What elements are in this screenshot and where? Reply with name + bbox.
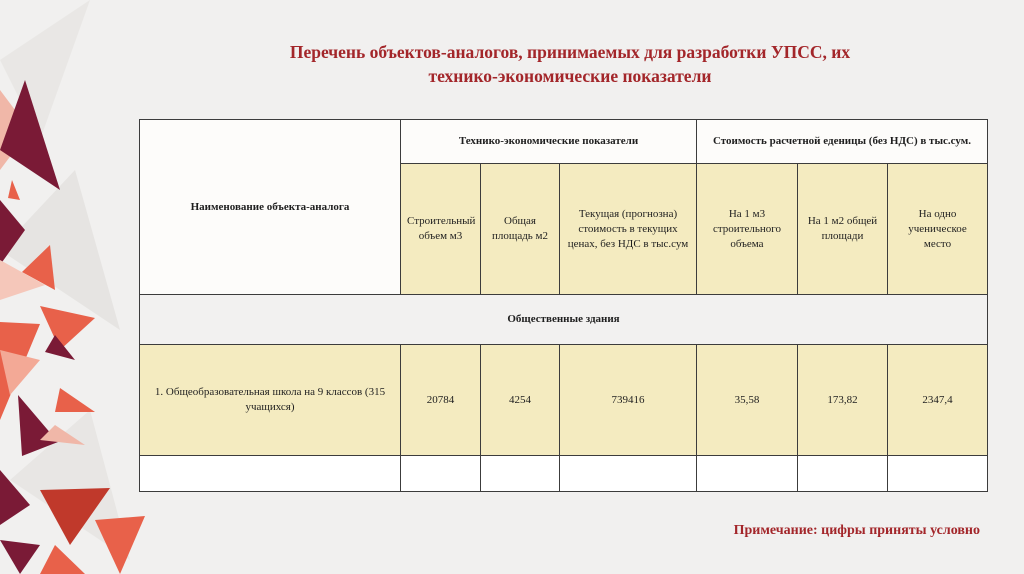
row-per-m3: 35,58 [697, 345, 798, 456]
row-object-name: 1. Общеобразовательная школа на 9 классов (315 учащихся) [140, 345, 401, 456]
deco-triangle [95, 516, 145, 574]
deco-triangle [8, 180, 20, 200]
header-current-cost: Текущая (прогнозна) стоимость в текущих ценах, без НДС в тыс.сум [560, 164, 697, 295]
table-row [140, 345, 988, 456]
deco-triangle [40, 306, 95, 350]
section-title: Общественные здания [140, 295, 988, 345]
header-build-volume: Строительный объем м3 [401, 164, 481, 295]
row-build-volume: 20784 [401, 345, 481, 456]
row-total-area: 4254 [481, 345, 560, 456]
table-row-empty [140, 456, 988, 492]
header-per-student: На одно ученическое место [888, 164, 988, 295]
empty-cell [481, 456, 560, 492]
empty-cell [798, 456, 888, 492]
header-tech-group: Технико-экономические показатели [401, 120, 697, 164]
empty-cell [401, 456, 481, 492]
deco-triangle [0, 170, 120, 330]
header-per-m2: На 1 м2 общей площади [798, 164, 888, 295]
page-title-line1: Перечень объектов-аналогов, принимаемых для разработки УПСС, их [289, 42, 851, 62]
deco-triangle [40, 545, 85, 574]
decorative-triangles [0, 0, 150, 574]
empty-cell [697, 456, 798, 492]
page-title [160, 40, 980, 88]
header-cost-group: Стоимость расчетной еденицы (без НДС) в тыс.сум. [697, 120, 988, 164]
page-title-line2: технико-экономические показатели [428, 66, 712, 86]
row-per-student: 2347,4 [888, 345, 988, 456]
empty-cell [140, 456, 401, 492]
deco-triangle [55, 388, 95, 412]
empty-cell [560, 456, 697, 492]
header-total-area: Общая площадь м2 [481, 164, 560, 295]
deco-triangle [0, 540, 40, 574]
header-per-m3: На 1 м3 строительного объема [697, 164, 798, 295]
analog-objects-table [139, 119, 988, 492]
empty-cell [888, 456, 988, 492]
footnote: Примечание: цифры приняты условно [733, 523, 980, 538]
row-per-m2: 173,82 [798, 345, 888, 456]
header-object-name: Наименование объекта-аналога [140, 120, 401, 295]
row-current-cost: 739416 [560, 345, 697, 456]
